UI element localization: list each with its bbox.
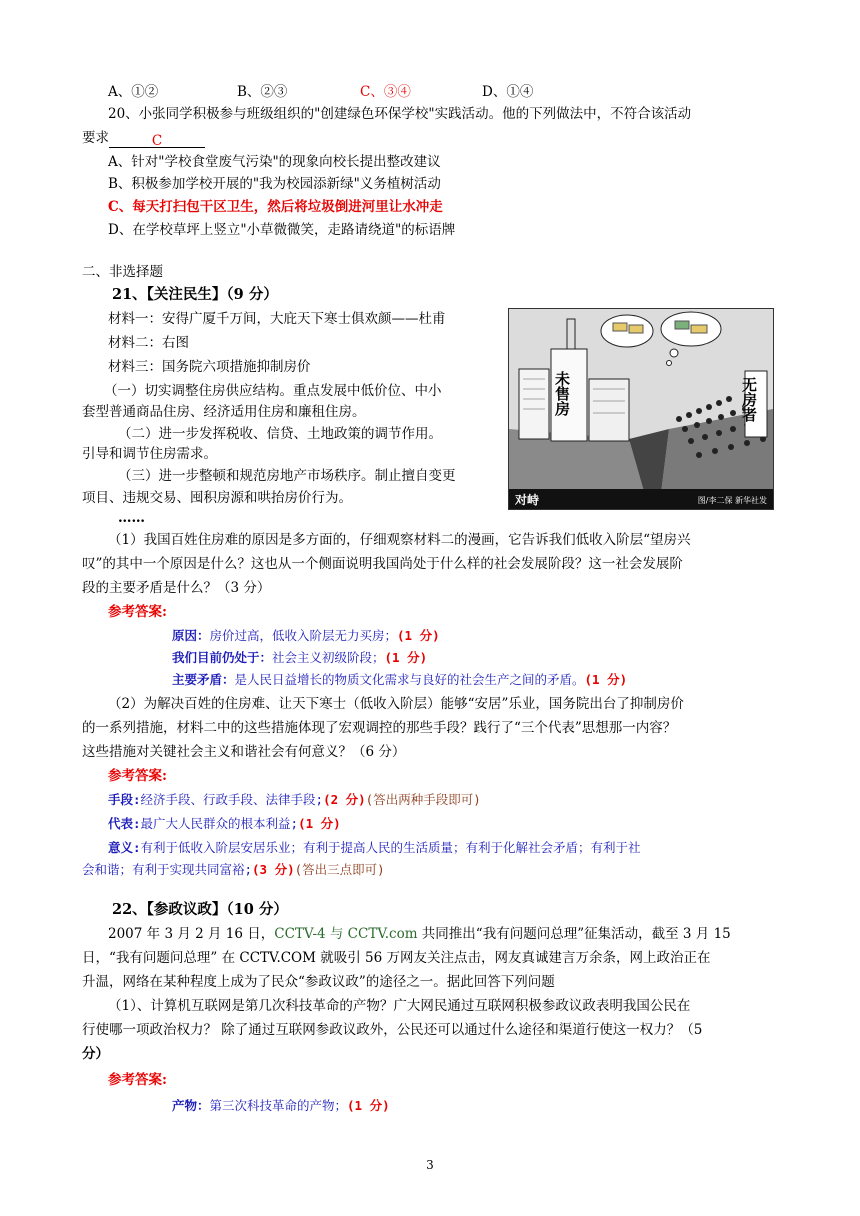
q21-material-1: 材料一：安得广厦千万间，大庇天下寒士俱欢颜——杜甫 xyxy=(108,311,446,327)
q22-ref-answer: 参考答案: xyxy=(108,1072,167,1088)
q21-point-3a: （三）进一步整顿和规范房地产市场秩序。制止擅自变更 xyxy=(118,468,456,484)
q21-point-2a: （二）进一步发挥税收、信贷、土地政策的调节作用。 xyxy=(118,426,442,442)
q19-option-c: C、③④ xyxy=(360,84,411,100)
q21-answer-meaning-2: 会和谐；有利于实现共同富裕;(3 分)(答出三点即可) xyxy=(82,862,385,877)
cartoon-credit: 图/李二保 新华社发 xyxy=(697,496,767,505)
q21-sub2-line3: 这些措施对关键社会主义和谐社会有何意义？（6 分） xyxy=(82,744,406,760)
q21-material-3: 材料三：国务院六项措施抑制房价 xyxy=(108,359,311,375)
q21-answer-stage: 我们目前仍处于：社会主义初级阶段；(1 分) xyxy=(172,650,428,665)
q22-intro-line2: 日，“我有问题问总理” 在 CCTV.COM 就吸引 56 万网友关注点击，网友真诚建言万余条，网上政治正在 xyxy=(82,950,711,966)
q21-point-1a: （一）切实调整住房供应结构。重点发展中低价位、中小 xyxy=(104,383,442,399)
q20-option-c: C、每天打扫包干区卫生，然后将垃圾倒进河里让水冲走 xyxy=(108,199,443,215)
cartoon-crowd-label: 无房者 xyxy=(740,377,758,422)
q20-answer: C xyxy=(109,131,205,148)
q22-sub1-line1: （1）、计算机互联网是第几次科技革命的产物？广大网民通过互联网积极参政议政表明我国公民在 xyxy=(108,998,691,1014)
q20-stem: 20、小张同学积极参与班级组织的"创建绿色环保学校"实践活动。他的下列做法中，不符合该活动 xyxy=(108,106,692,122)
cartoon-drawing xyxy=(509,309,773,509)
q19-option-b: B、②③ xyxy=(237,84,288,100)
q19-option-d: D、①④ xyxy=(482,84,534,100)
q21-ellipsis: …… xyxy=(118,510,145,526)
page-number: 3 xyxy=(426,1158,434,1172)
q20-option-a: A、针对"学校食堂废气污染"的现象向校长提出整改建议 xyxy=(108,154,441,170)
section-heading: 二、非选择题 xyxy=(82,264,163,280)
q22-sub1-line2: 行使哪一项政治权力？ 除了通过互联网参政议政外，公民还可以通过什么途径和渠道行使这一权力？（5 xyxy=(82,1022,703,1038)
q22-intro-line3: 升温，网络在某种程度上成为了民众“参政议政”的途径之一。据此回答下列问题 xyxy=(82,974,555,990)
q21-sub1-line3: 段的主要矛盾是什么？（3 分） xyxy=(82,580,271,596)
q21-answer-contradiction: 主要矛盾：是人民日益增长的物质文化需求与良好的社会生产之间的矛盾。(1 分) xyxy=(172,672,628,687)
q21-point-1b: 套型普通商品住房、经济适用住房和廉租住房。 xyxy=(82,404,366,420)
q21-sub2-line1: （2）为解决百姓的住房难、让天下寒士（低收入阶层）能够“安居”乐业，国务院出台了抑制房价 xyxy=(108,696,684,712)
q21-sub2-line2: 的一系列措施，材料二中的这些措施体现了宏观调控的那些手段？践行了“三个代表”思想那一内容？ xyxy=(82,720,677,736)
q21-point-2b: 引导和调节住房需求。 xyxy=(82,446,217,462)
q20-option-d: D、在学校草坪上竖立"小草微微笑，走路请绕道"的标语牌 xyxy=(108,222,456,238)
q21-answer-reason: 原因：房价过高，低收入阶层无力买房；(1 分) xyxy=(172,628,440,643)
q21-point-3b: 项目、违规交易、囤积房源和哄抬房价行为。 xyxy=(82,490,352,506)
q21-material-2: 材料二：右图 xyxy=(108,335,189,351)
q21-ref-answer-2: 参考答案: xyxy=(108,768,167,784)
q22-sub1-line3: 分） xyxy=(82,1046,109,1062)
q22-intro-line1: 2007 年 3 月 2 月 16 日，CCTV-4 与 CCTV.com 共同推出“我有问题问总理”征集活动，截至 3 月 15 xyxy=(108,926,731,942)
q21-title: 21、【关注民生】（9 分） xyxy=(112,286,278,303)
q22-title: 22、【参政议政】（10 分） xyxy=(112,901,288,918)
q21-sub1-line2: 叹”的其中一个原因是什么？这也从一个侧面说明我国尚处于什么样的社会发展阶段？这一社会发展阶 xyxy=(82,556,683,572)
housing-cartoon xyxy=(508,308,774,510)
q21-answer-meaning: 意义:有利于低收入阶层安居乐业；有利于提高人民的生活质量；有利于化解社会矛盾；有利于社 xyxy=(108,840,641,855)
q20-stem-2: 要求 C xyxy=(82,128,205,148)
q22-answer-product: 产物：第三次科技革命的产物；(1 分) xyxy=(172,1098,390,1113)
q21-ref-answer-1: 参考答案: xyxy=(108,604,167,620)
q21-answer-means: 手段:经济手段、行政手段、法律手段;(2 分)(答出两种手段即可) xyxy=(108,792,481,807)
q20-option-b: B、积极参加学校开展的"我为校园添新绿"义务植树活动 xyxy=(108,176,441,192)
q21-sub1-line1: （1）我国百姓住房难的原因是多方面的，仔细观察材料二的漫画，它告诉我们低收入阶层“望房兴 xyxy=(108,532,691,548)
cartoon-title: 对峙 xyxy=(515,493,540,507)
q19-option-a: A、①② xyxy=(108,84,159,100)
q21-answer-represent: 代表:最广大人民群众的根本利益;(1 分) xyxy=(108,816,341,831)
cartoon-building-label: 未售房 xyxy=(553,371,571,416)
